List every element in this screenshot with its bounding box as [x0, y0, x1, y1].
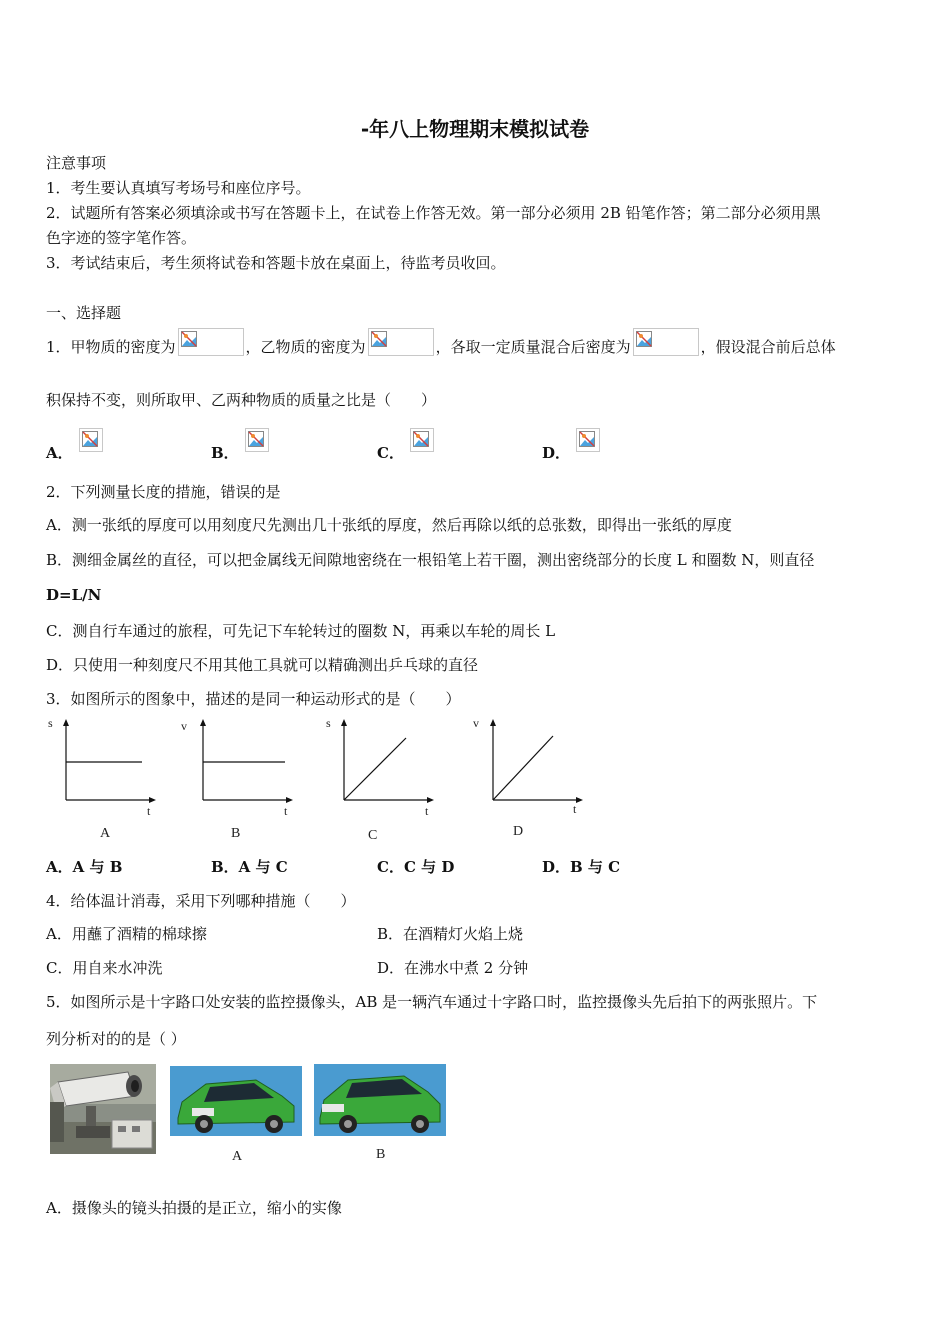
broken-image-icon: [245, 428, 269, 452]
q2-option-d: D．只使用一种刻度尺不用其他工具就可以精确测出乒乓球的直径: [46, 656, 479, 674]
graph-a-caption: A: [100, 826, 111, 841]
graph-a-x-label: t: [147, 804, 151, 818]
q4-option-a: A．用蘸了酒精的棉球擦: [46, 925, 207, 943]
graph-a-y-label: s: [48, 716, 53, 730]
q1-text: ，各取一定质量混合后密度为: [435, 338, 631, 356]
camera-photo: [50, 1064, 156, 1154]
q2-option-b-formula: D=L/N: [46, 586, 102, 604]
question-2-stem: 2．下列测量长度的措施，错误的是: [46, 483, 281, 501]
q4-option-d: D．在沸水中煮 2 分钟: [377, 959, 529, 977]
question-1-line-2: 积保持不变，则所取甲、乙两种物质的质量之比是（ ）: [46, 391, 437, 409]
q2-option-c: C．测自行车通过的旅程，可先记下车轮转过的圈数 N，再乘以车轮的周长 L: [46, 622, 556, 640]
question-5-line-2: 列分析对的的是（ ）: [46, 1030, 186, 1048]
q1-option-a: A．: [46, 428, 103, 463]
question-1-line-1: [46, 328, 836, 357]
broken-image-icon: [410, 428, 434, 452]
section-heading: 一、选择题: [46, 304, 122, 322]
camera-car-photos: [46, 1062, 450, 1162]
graph-d-x-label: t: [573, 802, 577, 816]
graph-c-caption: C: [368, 828, 378, 843]
car-photo-b: [314, 1064, 446, 1162]
question-5-line-1: 5．如图所示是十字路口处安装的监控摄像头，AB 是一辆汽车通过十字路口时，监控摄像头先后拍下的两张照片。下: [46, 993, 818, 1011]
q1-option-c: C．: [377, 428, 434, 463]
question-4-stem: 4．给体温计消毒，采用下列哪种措施（ ）: [46, 892, 356, 910]
graph-d-y-label: v: [473, 716, 479, 730]
graph-b-y-label: v: [181, 719, 187, 733]
graph-b-x-label: t: [284, 804, 288, 818]
notice-item: 色字迹的签字笔作答。: [46, 229, 197, 247]
q3-option-b: B．A 与 C: [211, 858, 288, 876]
q1-option-d: D．: [542, 428, 600, 463]
graph-d-line: [493, 736, 553, 800]
notice-item: 2．试题所有答案必须填涂或书写在答题卡上，在试卷上作答无效。第一部分必须用 2B 铅笔作答；第二部分必须用黑: [46, 204, 821, 222]
q3-option-c: C．C 与 D: [377, 858, 455, 876]
q2-option-a: A．测一张纸的厚度可以用刻度尺先测出几十张纸的厚度，然后再除以纸的总张数，即得出一张纸的厚度: [46, 516, 732, 534]
q2-option-b: B．测细金属丝的直径，可以把金属线无间隙地密绕在一根铅笔上若干圈，测出密绕部分的长度 L 和圈数 N，则直径: [46, 551, 815, 569]
graph-c-y-label: s: [326, 716, 331, 730]
notice-item: 1．考生要认真填写考场号和座位序号。: [46, 179, 311, 197]
graph-c-x-label: t: [425, 804, 429, 818]
q4-option-b: B．在酒精灯火焰上烧: [377, 925, 524, 943]
motion-graphs-figure: [44, 715, 589, 847]
graph-d: [473, 716, 583, 839]
q1-text: 1．甲物质的密度为: [46, 338, 176, 356]
q4-option-c: C．用自来水冲洗: [46, 959, 163, 977]
broken-image-icon: [178, 328, 244, 356]
q1-text: ，乙物质的密度为: [245, 338, 366, 356]
photo-caption-a: A: [232, 1149, 243, 1162]
graph-a: [48, 716, 156, 841]
broken-image-icon: [576, 428, 600, 452]
q1-text: ，假设混合前后总体: [700, 338, 836, 356]
q1-option-b: B．: [211, 428, 269, 463]
broken-image-icon: [79, 428, 103, 452]
broken-image-icon: [633, 328, 699, 356]
page-title: -年八上物理期末模拟试卷: [360, 117, 590, 141]
graph-c-line: [344, 738, 406, 800]
q5-option-a: A．摄像头的镜头拍摄的是正立，缩小的实像: [46, 1199, 342, 1217]
q3-option-a: A．A 与 B: [46, 858, 123, 876]
notice-heading: 注意事项: [46, 154, 107, 172]
graph-b: [181, 719, 293, 841]
notice-item: 3．考试结束后，考生须将试卷和答题卡放在桌面上，待监考员收回。: [46, 254, 506, 272]
photo-caption-b: B: [376, 1147, 386, 1162]
graph-b-caption: B: [231, 826, 241, 841]
car-photo-a: [170, 1066, 302, 1162]
graph-c: [326, 716, 434, 843]
question-3-stem: 3．如图所示的图象中，描述的是同一种运动形式的是（ ）: [46, 690, 461, 708]
broken-image-icon: [368, 328, 434, 356]
q3-option-d: D．B 与 C: [542, 858, 621, 876]
graph-d-caption: D: [513, 824, 524, 839]
